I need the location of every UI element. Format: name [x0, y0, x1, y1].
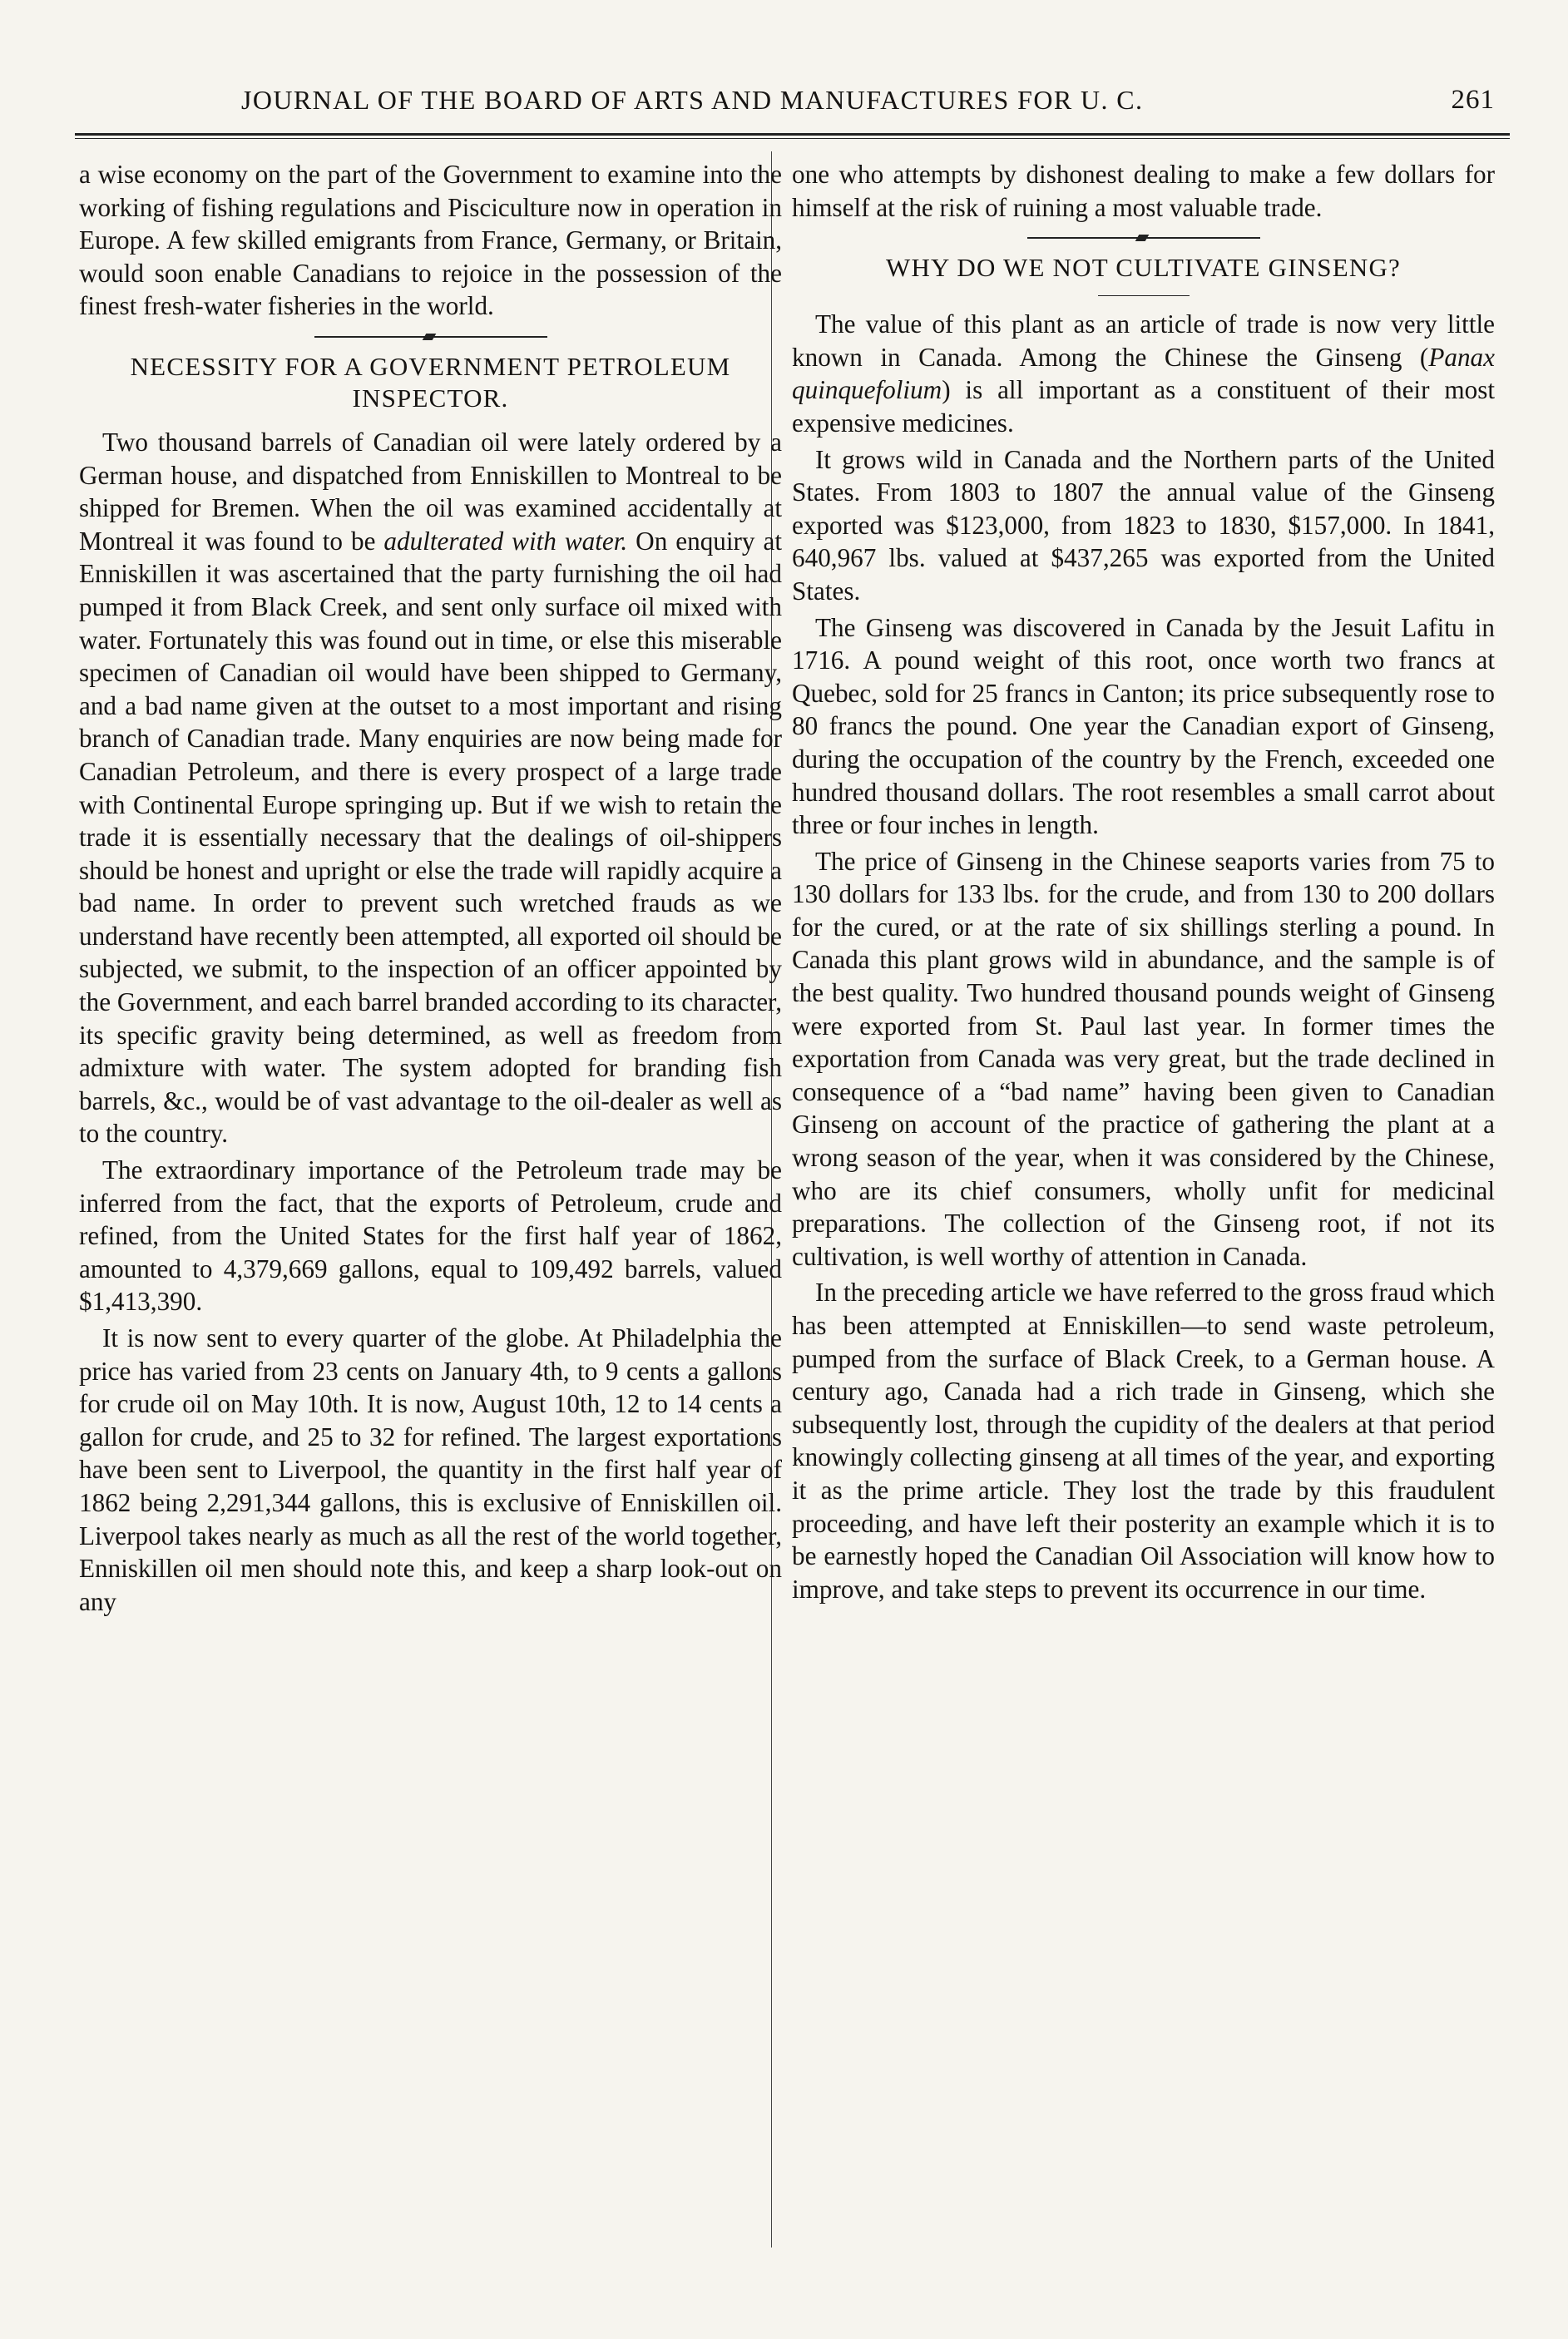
section-separator	[314, 336, 547, 338]
ginseng-paragraph-1-start: The value of this plant as an article of trade is now very little known in Canada. Among the Chinese the Ginseng (	[792, 309, 1495, 372]
right-column	[792, 158, 1495, 1609]
ginseng-paragraph-5: In the preceding article we have referred to the gross fraud which has been attempted at Enniskillen—to send waste petroleum, pumped from the surface of Black Creek, to a German house. A century ago, Canada had a rich trade in Ginseng, which she subsequently lost, through the cupidity of the dealers at that period knowingly collecting ginseng at all times of the year, and exporting it as the prime article. They lost the trade by this fraudulent proceeding, and have left their posterity an example which it is to be earnestly hoped the Canadian Oil Association will know how to improve, and take steps to prevent its occurrence in our time.	[792, 1278, 1495, 1604]
petroleum-paragraph-2: The extraordinary importance of the Petroleum trade may be inferred from the fact, that the exports of Petroleum, crude and refined, from the United States for the first half year of 1862, amounted to 4,379,669 gallons, equal to 109,492 barrels, valued $1,413,390.	[79, 1155, 782, 1317]
fisheries-paragraph-end: a wise economy on the part of the Government to examine into the working of fishing regulations and Pisciculture now in operation in Europe. A few skilled emigrants from France, Germany, or Britain, would soon enable Canadians to rejoice in the possession of the finest fresh-water fisheries in the world.	[79, 160, 782, 321]
adulterated-emphasis: adulterated with water.	[383, 526, 628, 556]
panax-emphasis: Panax quinquefolium	[792, 342, 1495, 405]
running-head: JOURNAL OF THE BOARD OF ARTS AND MANUFACTURES FOR U. C.	[241, 85, 1144, 115]
ginseng-heading: WHY DO WE NOT CULTIVATE GINSENG?	[885, 253, 1402, 283]
page-number: 261	[1451, 85, 1495, 115]
petroleum-paragraph-3: It is now sent to every quarter of the globe. At Philadelphia the price has varied from 23 cents on January 4th, to 9 cents a gallons for crude oil on May 10th. It is now, August 10th, 12 to 14 cents a gallon for crude, and 25 to 32 for refined. The largest exportations have been sent to Liverpool, the quantity in the first half year of 1862 being 2,291,344 gallons, this is exclusive of Enniskillen oil. Liverpool takes nearly as much as all the rest of the world together, Enniskillen oil men should note this, and keep a sharp look-out on any	[79, 1323, 782, 1616]
section-separator	[1027, 237, 1260, 239]
ginseng-paragraph-1	[792, 308, 1495, 439]
ginseng-paragraph-4: The price of Ginseng in the Chinese seaports varies from 75 to 130 dollars for 133 lbs. for the crude, and from 130 to 200 dollars for the cured, or at the rate of six shillings sterling a pound. In Canada this plant grows wild in abundance, and the sample is of the best quality. Two hundred thousand pounds weight of Ginseng were exported from St. Paul last year. In former times the exportation from Canada was very great, but the trade declined in consequence of a “bad name” having been given to Canadian Ginseng on account of the practice of gathering the plant at a wrong season of the year, when it was considered by the Chinese, who are its chief consumers, wholly unfit for medicinal preparations. The collection of the Ginseng root, if not its cultivation, is well worthy of attention in Canada.	[792, 846, 1495, 1271]
petroleum-inspector-heading: NECESSITY FOR A GOVERNMENT PETROLEUM INSPECTOR.	[130, 351, 731, 413]
petroleum-paragraph-1	[79, 426, 782, 1150]
left-column	[79, 158, 782, 1621]
ginseng-paragraph-3: The Ginseng was discovered in Canada by the Jesuit Lafitu in 1716. A pound weight of this root, once worth two francs at Quebec, sold for 25 francs in Canton; its price subsequently rose to 80 francs the pound. One year the Canadian export of Ginseng, during the occupation of the country by the French, exceeded one hundred thousand dollars. The root resembles a small carrot about three or four inches in length.	[792, 612, 1495, 840]
page-header	[75, 50, 1510, 121]
petroleum-paragraph-1-start: Two thousand barrels of Canadian oil were lately ordered by a German house, and dispatched from Enniskillen to Montreal to be shipped for Bremen. When the oil was examined accidentally at Montreal it was found to be	[79, 427, 782, 556]
petroleum-paragraph-end: one who attempts by dishonest dealing to make a few dollars for himself at the risk of ruining a most valuable trade.	[792, 160, 1495, 222]
ginseng-paragraph-2: It grows wild in Canada and the Northern parts of the United States. From 1803 to 1807 the annual value of the Ginseng exported was $123,000, from 1823 to 1830, $157,000. In 1841, 640,967 lbs. valued at $437,265 was exported from the United States.	[792, 444, 1495, 606]
petroleum-paragraph-1-rest: On enquiry at Enniskillen it was ascertained that the party furnishing the oil had pumped it from Black Creek, and sent only surface oil mixed with water. Fortunately this was found out in time, or else this miserable specimen of Canadian oil would have been shipped to Germany, and a bad name given at the outset to a most important and rising branch of Canadian trade. Many enquiries are now being made for Canadian Petroleum, and there is every prospect of a large trade with Continental Europe springing up. But if we wish to retain the trade it is essentially necessary that the dealings of oil-shippers should be honest and upright or else the trade will rapidly acquire a bad name. In order to prevent such wretched frauds as we understand have recently been attempted, all exported oil should be subjected, we submit, to the inspection of an officer appointed by the Government, and each barrel branded according to its character, its specific gravity being determined, as well as freedom from admixture with water. The system adopted for branding fish barrels, &c., would be of vast advantage to the oil-dealer as well as to the country.	[79, 526, 782, 1149]
ginseng-paragraph-1-rest: ) is all important as a constituent of their most expensive medicines.	[792, 375, 1495, 438]
header-rule	[75, 133, 1510, 139]
heading-rule	[1098, 295, 1190, 296]
